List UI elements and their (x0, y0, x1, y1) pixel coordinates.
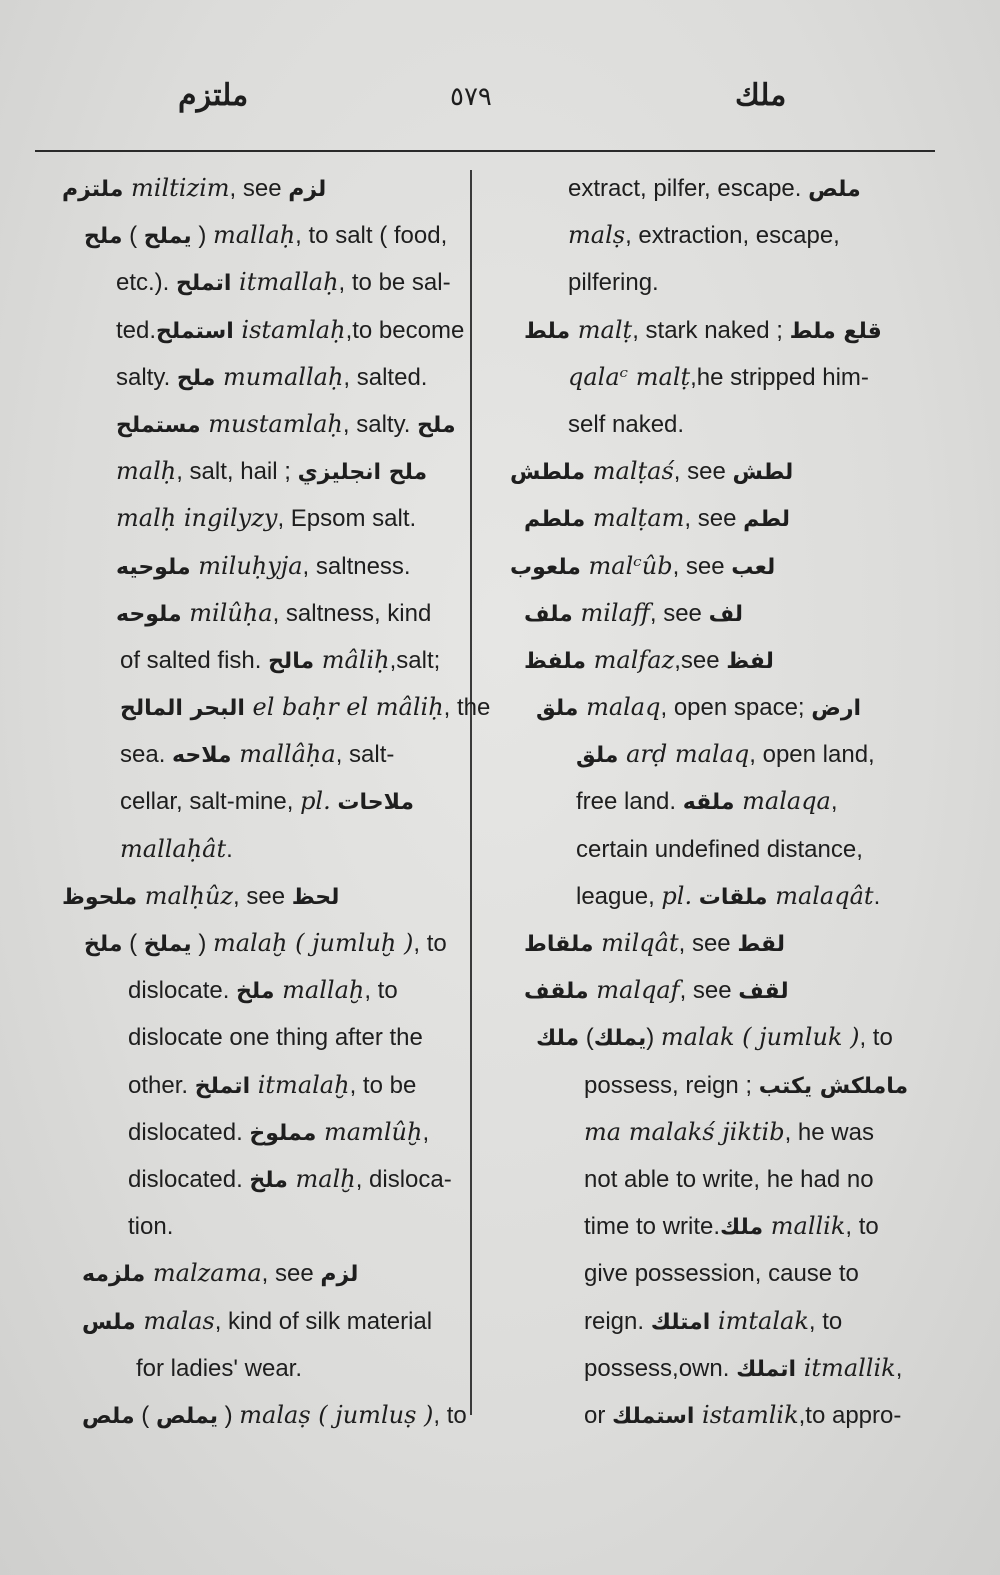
arabic-headword: لزم (288, 177, 327, 202)
entry-line (510, 967, 930, 1014)
definition-text: time to write. (584, 1213, 721, 1241)
transliteration: malaq (578, 693, 661, 722)
arabic-headword: ملف (524, 601, 573, 627)
transliteration: mallaḫ (274, 976, 365, 1005)
definition-text: , see (672, 552, 732, 580)
entry-line (510, 778, 930, 825)
definition-text: dislocate. (128, 977, 237, 1005)
definition-text: ) (191, 222, 213, 250)
transliteration: malḥûz (137, 881, 234, 910)
transliteration: itmallaḥ (231, 268, 339, 297)
entry-line (62, 967, 472, 1014)
arabic-headword: لقط (737, 932, 785, 957)
transliteration: malzama (145, 1259, 262, 1288)
entry-line (62, 684, 491, 731)
entry-line (510, 401, 930, 448)
entry-line (510, 259, 930, 306)
entry-line (510, 212, 930, 259)
definition-text: dislocated. (128, 1165, 250, 1193)
transliteration: milaff (572, 598, 650, 627)
arabic-headword: ملك (536, 1026, 580, 1052)
arabic-headword: ملخ (84, 932, 123, 957)
definition-text: ,to appro- (798, 1401, 902, 1429)
definition-text: certain undefined distance, (576, 835, 863, 863)
entry-line (62, 1392, 472, 1439)
definition-text: ) (217, 1401, 240, 1429)
definition-text: , he was (784, 1118, 874, 1146)
entry-line (510, 1345, 930, 1392)
arabic-headword: لطش (732, 460, 794, 486)
transliteration: mallâḥa (231, 740, 336, 769)
arabic-headword: لفظ (726, 648, 774, 674)
definition-text: , to salt ( food, (295, 222, 448, 250)
transliteration: malḫ (287, 1164, 356, 1193)
definition-text: , extraction, escape, (625, 222, 840, 250)
transliteration: malḥ ingilyzy (116, 504, 278, 533)
arabic-headword: استملح (156, 318, 234, 344)
definition-text: . (873, 882, 881, 910)
arabic-headword: اتملح (176, 271, 232, 297)
left-column (62, 165, 491, 1439)
transliteration: miluḥyja (190, 551, 303, 580)
definition-text: . (226, 835, 233, 863)
definition-text: , open space; (660, 694, 812, 722)
arabic-headword: ارض (811, 696, 862, 722)
definition-text: , see (649, 599, 709, 627)
definition-text: , (830, 788, 838, 816)
definition-text: , see (233, 882, 292, 910)
definition-text: , (422, 1118, 430, 1146)
definition-text: , open land, (749, 741, 875, 769)
definition-text: , the (443, 694, 491, 722)
entry-line (62, 778, 472, 825)
definition-text: , see (684, 505, 744, 533)
definition-text: , (895, 1354, 903, 1382)
transliteration: pl. (300, 787, 331, 816)
arabic-headword: يملك (593, 1026, 647, 1052)
entry-line (510, 1014, 930, 1061)
entry-line (62, 1014, 472, 1061)
entry-line (62, 1109, 472, 1156)
arabic-headword: ملقه (682, 790, 735, 816)
arabic-headword: لقف (738, 979, 789, 1005)
definition-text: dislocate one thing after the (128, 1024, 423, 1052)
arabic-headword: ملخ (249, 1167, 288, 1193)
definition-text: free land. (576, 788, 683, 816)
definition-text: , stark naked ; (632, 316, 790, 344)
entry-line (510, 684, 930, 731)
transliteration: istamlaḥ (233, 315, 346, 344)
transliteration: malṭam (585, 504, 685, 533)
definition-text: ) (191, 930, 213, 957)
entry-line (510, 165, 930, 212)
arabic-headword: اتملخ (194, 1073, 251, 1099)
definition-text: not able to write, he had no (584, 1165, 874, 1193)
arabic-headword: ملك (720, 1215, 764, 1241)
transliteration: itmallik (796, 1353, 896, 1382)
definition-text: , salty. (342, 410, 418, 438)
definition-text: , disloca- (355, 1165, 452, 1193)
arabic-headword: ملص (82, 1403, 135, 1429)
definition-text: , to (413, 930, 447, 957)
entry-line (62, 354, 472, 401)
arabic-headword: استملك (612, 1403, 695, 1429)
arabic-headword: لطم (743, 507, 791, 533)
definition-text: ( (122, 222, 144, 250)
entry-line (62, 401, 472, 448)
transliteration: mallik (763, 1212, 846, 1241)
arabic-headword: مالح (268, 648, 315, 674)
transliteration: malak ( jumluk ) (660, 1023, 860, 1052)
entry-line (510, 731, 930, 778)
transliteration: malaṣ ( jumluṣ ) (239, 1400, 434, 1429)
definition-text: , to be (349, 1071, 417, 1099)
arabic-headword: ملقف (524, 979, 589, 1005)
transliteration: milqât (593, 929, 679, 957)
definition-text: , see (229, 175, 289, 202)
arabic-headword: ملطش (510, 460, 586, 486)
arabic-headword: ملح (417, 412, 456, 438)
definition-text: ted. (116, 316, 157, 344)
arabic-headword: ملص (808, 177, 861, 202)
definition-text: , to (433, 1401, 467, 1429)
transliteration: pl. (661, 881, 693, 910)
transliteration: malaqât (767, 881, 874, 910)
transliteration: imtalak (710, 1306, 809, 1335)
entry-line (62, 731, 472, 778)
transliteration: mamlûḫ (316, 1117, 423, 1146)
definition-text: , salt, hail ; (176, 458, 298, 486)
arabic-headword: ملطم (524, 507, 586, 533)
entry-line (62, 212, 472, 259)
entry-line (62, 826, 472, 873)
transliteration: qalaᶜ malṭ (568, 362, 691, 391)
page-number: ٥٧٩ (450, 82, 492, 112)
arabic-headword: ملاحات (337, 790, 414, 816)
definition-text: other. (128, 1071, 195, 1099)
entry-line (62, 1250, 472, 1297)
arabic-headword: يملخ (143, 932, 192, 957)
transliteration: mâliḥ (314, 645, 390, 674)
transliteration: mallaḥ (212, 221, 296, 250)
definition-text: , to (859, 1024, 893, 1052)
definition-text: , to (808, 1307, 843, 1335)
transliteration: mumallaḥ (215, 362, 344, 391)
arabic-headword: لف (708, 601, 744, 627)
definition-text: give possession, cause to (584, 1260, 859, 1288)
entry-line (62, 543, 472, 590)
entry-line (62, 873, 472, 920)
entry-line (510, 448, 930, 495)
arabic-headword: ملتزم (62, 177, 124, 202)
header-right-catchword: ملك (735, 78, 787, 113)
arabic-headword: لعب (731, 554, 776, 580)
arabic-headword: مملوخ (249, 1120, 317, 1146)
definition-text: or (584, 1401, 613, 1429)
arabic-headword: امتلك (650, 1309, 711, 1335)
arabic-headword: ملفظ (524, 648, 586, 674)
transliteration: malaḫ ( jumluḫ ) (212, 929, 414, 957)
arabic-headword: ماملكش يكتب (758, 1073, 909, 1099)
entry-line (62, 1345, 472, 1392)
entry-line (510, 637, 930, 684)
arabic-headword: لحظ (291, 884, 340, 910)
definition-text: , salted. (343, 363, 428, 391)
entry-line (510, 354, 930, 401)
transliteration: malqaf (588, 976, 680, 1005)
definition-text: ,salt; (389, 646, 441, 674)
arabic-headword: ملح (176, 365, 216, 391)
definition-text: of salted fish. (120, 646, 269, 674)
transliteration: malḥ (116, 457, 177, 486)
arabic-headword: مستملح (116, 412, 201, 438)
transliteration: malaqa (734, 787, 831, 816)
transliteration: ma malakś jiktib (584, 1117, 785, 1146)
definition-text: self naked. (568, 410, 685, 438)
definition-text: for ladies' wear. (136, 1354, 302, 1382)
definition-text: ,see (674, 646, 727, 674)
entry-line (510, 920, 930, 967)
header-rule (35, 150, 935, 152)
arabic-headword: البحر المالح (120, 696, 245, 722)
entry-line (510, 307, 930, 354)
transliteration: istamlik (694, 1400, 799, 1429)
entry-line (62, 1298, 472, 1345)
definition-text: ) (646, 1024, 661, 1052)
transliteration: mustamlaḥ (200, 409, 343, 438)
definition-text: possess, reign ; (584, 1071, 759, 1099)
page-header (0, 78, 1000, 128)
entry-line (510, 543, 930, 590)
definition-text: , to (364, 977, 398, 1005)
transliteration: malᶜûb (580, 551, 673, 580)
entry-line (510, 1392, 930, 1439)
transliteration: malṭ (570, 315, 633, 344)
arabic-headword: ملقات (698, 884, 768, 910)
transliteration: mallaḥât (120, 834, 227, 863)
definition-text: possess,own. (584, 1354, 737, 1382)
arabic-headword: ملق (576, 743, 619, 769)
entry-line (510, 1062, 930, 1109)
definition-text: salty. (116, 363, 177, 391)
definition-text: cellar, salt-mine, (120, 788, 301, 816)
definition-text: , see (673, 458, 733, 486)
entry-line (62, 637, 472, 684)
definition-text: , salt- (335, 741, 395, 769)
transliteration: milûḥa (181, 598, 273, 627)
entry-line (62, 165, 472, 212)
definition-text: , see (261, 1260, 321, 1288)
entry-line (62, 1203, 472, 1250)
arabic-headword: ملح انجليزي (297, 460, 428, 486)
definition-text: dislocated. (128, 1118, 250, 1146)
entry-line (62, 259, 472, 306)
arabic-headword: ملاحه (172, 743, 232, 769)
transliteration: malas (135, 1306, 215, 1335)
arabic-headword: لزم (320, 1262, 359, 1288)
definition-text: ,to become (345, 316, 465, 344)
definition-text: reign. (584, 1307, 651, 1335)
transliteration: miltizim (123, 174, 230, 202)
entry-line (62, 448, 472, 495)
transliteration: malṣ (568, 221, 626, 250)
entry-line (62, 590, 472, 637)
arabic-headword: ملط (524, 318, 571, 344)
definition-text: ( (122, 930, 144, 957)
entry-line (62, 495, 472, 542)
entry-line (510, 590, 930, 637)
definition-text: , kind of silk material (214, 1307, 433, 1335)
definition-text (692, 883, 699, 910)
arabic-headword: ملوحه (116, 601, 182, 627)
arabic-headword: ملوحيه (116, 554, 191, 580)
arabic-headword: يملص (155, 1403, 218, 1429)
definition-text: , see (678, 930, 738, 957)
arabic-headword: ملخ (236, 979, 275, 1005)
arabic-headword: ملقاط (524, 932, 594, 957)
arabic-headword: ملحوظ (62, 884, 138, 910)
right-column (510, 165, 930, 1439)
definition-text: , Epsom salt. (277, 505, 417, 533)
definition-text: tion. (128, 1213, 174, 1241)
arabic-headword: ملح (84, 224, 123, 250)
entry-line (510, 1250, 930, 1297)
entry-line (62, 920, 472, 967)
arabic-headword: يملح (143, 224, 192, 250)
arabic-headword: اتملك (736, 1356, 797, 1382)
transliteration: itmalaḫ (250, 1070, 350, 1099)
definition-text: , saltness, kind (272, 599, 432, 627)
arabic-headword: ملق (536, 696, 579, 722)
entry-line (510, 1203, 930, 1250)
definition-text: ,he stripped him- (690, 363, 869, 391)
definition-text: pilfering. (568, 269, 659, 297)
entry-line (510, 1109, 930, 1156)
transliteration: arḍ malaq (618, 740, 750, 769)
definition-text: ( (579, 1024, 594, 1052)
transliteration: malfaz (586, 645, 675, 674)
definition-text: sea. (120, 741, 173, 769)
definition-text: ( (134, 1401, 156, 1429)
definition-text: , to (845, 1213, 879, 1241)
arabic-headword: ملزمه (82, 1262, 146, 1288)
entry-line (510, 495, 930, 542)
entry-line (510, 826, 930, 873)
transliteration: el baḥr el mâliḥ (244, 693, 444, 722)
definition-text: extract, pilfer, escape. (568, 175, 809, 202)
arabic-headword: ملعوب (510, 554, 581, 580)
definition-text: etc.). (116, 269, 177, 297)
arabic-headword: قلع ملط (789, 318, 882, 344)
definition-text: , to be sal- (338, 269, 451, 297)
entry-line (510, 873, 930, 920)
entry-line (62, 1062, 472, 1109)
entry-line (62, 1156, 472, 1203)
definition-text: league, (576, 882, 662, 910)
arabic-headword: ملس (82, 1309, 136, 1335)
entry-line (510, 1298, 930, 1345)
header-left-catchword: ملتزم (178, 78, 249, 113)
definition-text: , saltness. (302, 552, 411, 580)
transliteration: malṭaś (585, 457, 674, 486)
entry-line (62, 307, 472, 354)
definition-text: , see (679, 977, 739, 1005)
entry-line (510, 1156, 930, 1203)
